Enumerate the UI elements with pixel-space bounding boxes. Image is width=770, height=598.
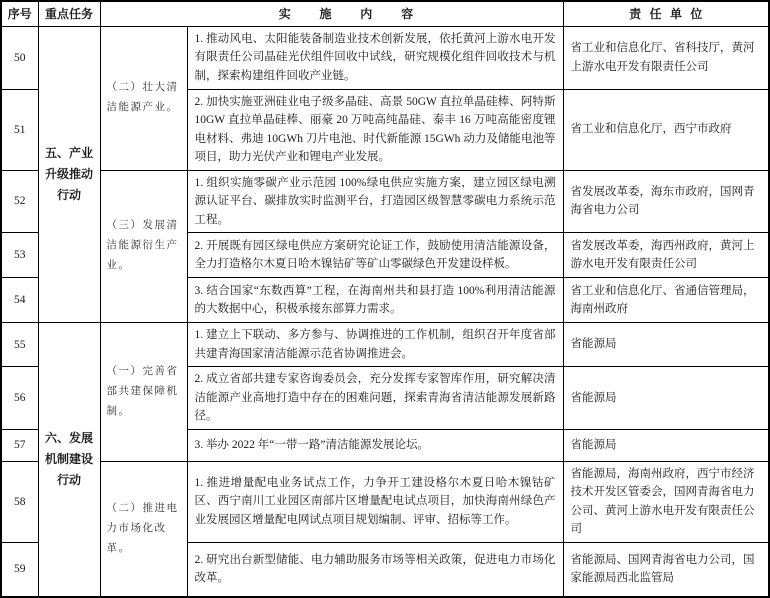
row-56-unit: 省能源局: [563, 367, 769, 430]
row-52-content: 1. 组织实施零碳产业示范园 100%绿电供应实施方案，建立园区绿电溯源认证平台、碳排放实时监测平台，打造园区级智慧零碳电力系统示范工程。: [187, 170, 563, 233]
row-54-content: 3. 结合国家“东数西算”工程，在海南州共和县打造 100%利用清洁能源的大数据中心，积极承接东部算力需求。: [187, 278, 563, 323]
row-53-content: 2. 开展既有园区绿电供应方案研究论证工作，鼓励使用清洁能源设备，全力打造格尔木夏日哈木镍钴矿等矿山零碳绿色开发建设样板。: [187, 233, 563, 278]
row-59-unit: 省能源局、国网青海省电力公司，国家能源局西北监管局: [563, 542, 769, 597]
subtask-promote-power-market-reform: （二）推进电力市场化改革。: [100, 461, 187, 597]
row-55-unit: 省能源局: [563, 323, 769, 367]
row-51-serial: 51: [1, 89, 38, 170]
row-55-content: 1. 建立上下联动、多方参与、协调推进的工作机制，组织召开年度省部共建青海国家清洁能源示范省协调推进会。: [187, 323, 563, 367]
row-58-serial: 58: [1, 461, 38, 542]
header-serial-no: 序号: [1, 1, 38, 26]
row-57-unit: 省能源局: [563, 429, 769, 461]
row-55-serial: 55: [1, 323, 38, 367]
subtask-grow-clean-energy-industry: （二）壮大清洁能源产业。: [100, 26, 187, 170]
row-54-unit: 省工业和信息化厅、省通信管理局，海南州政府: [563, 278, 769, 323]
row-59-content: 2. 研究出台新型储能、电力辅助服务市场等相关政策，促进电力市场化改革。: [187, 542, 563, 597]
task-group-5: 五、产业升级推动行动: [38, 26, 100, 323]
row-57-serial: 57: [1, 429, 38, 461]
row-54-serial: 54: [1, 278, 38, 323]
row-51-content: 2. 加快实施亚洲硅业电子级多晶硅、高景 50GW 直拉单晶硅棒、阿特斯 10GW 直拉单晶硅棒、丽豪 20 万吨高纯晶硅、泰丰 16 万吨高能密度锂电材料、弗迪 10GWh 刀片电池、时代新能源 15GWh 动力及储能电池等项目，助力光伏产业和锂电产业发展。: [187, 89, 563, 170]
row-56-serial: 56: [1, 367, 38, 430]
row-52-serial: 52: [1, 170, 38, 233]
table-row: [1, 461, 769, 542]
row-58-content: 1. 推进增量配电业务试点工作，力争开工建设格尔木夏日哈木镍钴矿区、西宁南川工业园区南部片区增量配电试点项目，加快海南州绿色产业发展园区增量配电网试点项目规划编制、评审、招标等工作。: [187, 461, 563, 542]
subtask-improve-joint-mechanism: （一）完善省部共建保障机制。: [100, 323, 187, 462]
header-implementation-content: 实施内容: [100, 1, 563, 26]
task-group-6: 六、发展机制建设行动: [38, 323, 100, 598]
row-53-unit: 省发展改革委，海西州政府，黄河上游水电开发有限责任公司: [563, 233, 769, 278]
table-header-row: [1, 1, 769, 26]
row-59-serial: 59: [1, 542, 38, 597]
header-key-task: 重点任务: [38, 1, 100, 26]
row-56-content: 2. 成立省部共建专家咨询委员会，充分发挥专家智库作用，研究解决清洁能源产业高地打造中存在的困难问题，探索青海省清洁能源发展新路径。: [187, 367, 563, 430]
row-51-unit: 省工业和信息化厅，西宁市政府: [563, 89, 769, 170]
table-row: [1, 26, 769, 89]
header-responsible-unit: 责任单位: [563, 1, 769, 26]
row-50-content: 1. 推动风电、太阳能装备制造业技术创新发展，依托黄河上游水电开发有限责任公司晶硅光伏组件回收中试线，研究规模化组件回收技术与机制，探索构建组件回收产业链。: [187, 26, 563, 89]
table-row: [1, 323, 769, 367]
row-57-content: 3. 举办 2022 年“一带一路”清洁能源发展论坛。: [187, 429, 563, 461]
subtask-develop-derivative-industry: （三）发展清洁能源衍生产业。: [100, 170, 187, 323]
table-row: [1, 170, 769, 233]
row-52-unit: 省发展改革委，海东市政府，国网青海省电力公司: [563, 170, 769, 233]
row-58-unit: 省能源局，海南州政府，西宁市经济技术开发区管委会，国网青海省电力公司、黄河上游水电开发有限责任公司: [563, 461, 769, 542]
row-50-serial: 50: [1, 26, 38, 89]
row-53-serial: 53: [1, 233, 38, 278]
row-50-unit: 省工业和信息化厅、省科技厅，黄河上游水电开发有限责任公司: [563, 26, 769, 89]
